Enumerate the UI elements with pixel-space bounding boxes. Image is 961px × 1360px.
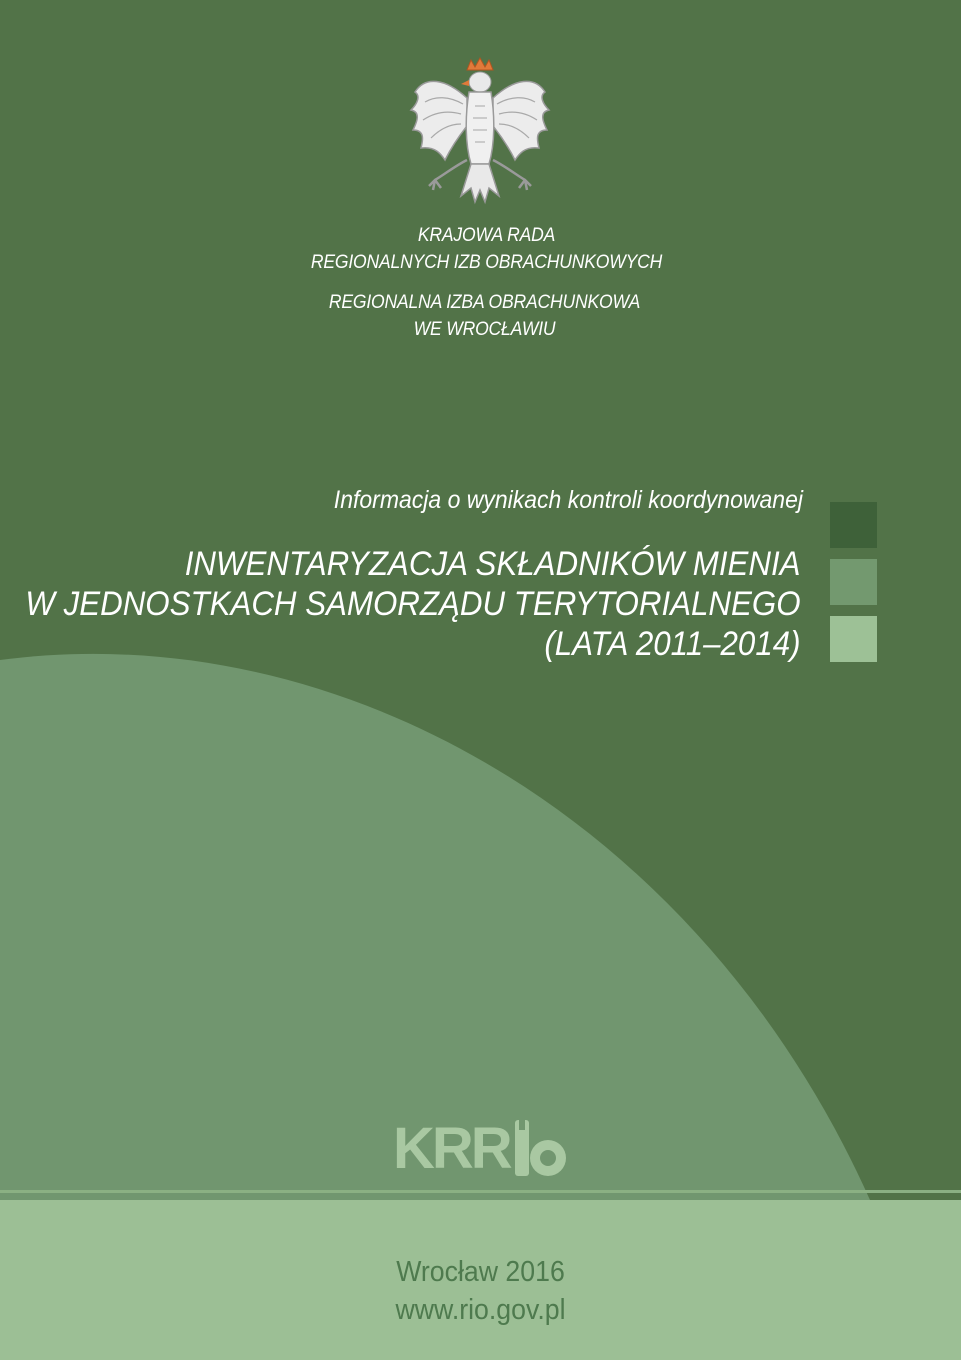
institution-line: REGIONALNA IZBA OBRACHUNKOWA: [328, 291, 641, 313]
svg-text:KRR: KRR: [393, 1116, 510, 1180]
krrio-logo-icon: [393, 1114, 573, 1180]
institution-rio-name: [52, 289, 917, 343]
report-title-line: INWENTARYZACJA SKŁADNIKÓW MIENIA: [185, 545, 802, 583]
decor-square-mid: [830, 559, 877, 605]
report-title-line: W JEDNOSTKACH SAMORZĄDU TERYTORIALNEGO: [25, 585, 801, 623]
decor-square-light: [830, 616, 877, 662]
polish-eagle-emblem-icon: [405, 56, 555, 216]
publication-place-year: Wrocław 2016: [396, 1256, 565, 1288]
website-link[interactable]: www.rio.gov.pl: [395, 1294, 566, 1326]
decor-square-dark: [830, 502, 877, 548]
report-subtitle: Informacja o wynikach kontroli koordynowanej: [333, 486, 803, 514]
report-title: [26, 544, 801, 664]
footer-divider: [0, 1190, 961, 1193]
institution-line: KRAJOWA RADA: [417, 224, 556, 246]
institution-line: REGIONALNYCH IZB OBRACHUNKOWYCH: [310, 251, 663, 273]
institution-krrio-name: [54, 222, 919, 276]
report-title-line: (LATA 2011–2014): [544, 625, 801, 663]
institution-line: WE WROCŁAWIU: [413, 318, 556, 340]
